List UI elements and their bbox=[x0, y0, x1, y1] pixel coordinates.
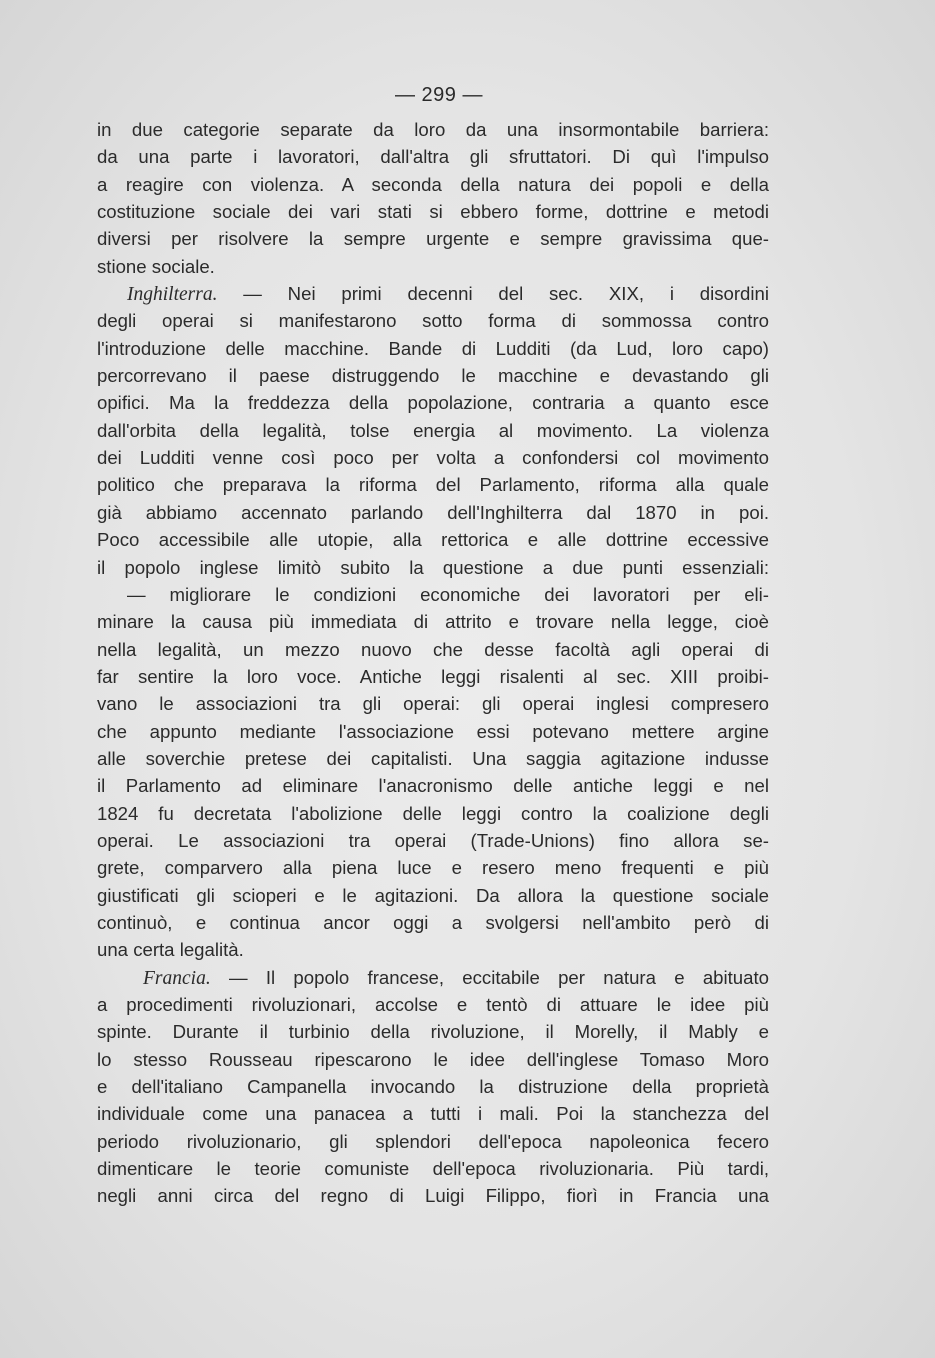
text-line: Poco accessibile alle utopie, alla rettorica e alle dottrine eccessive bbox=[97, 529, 769, 551]
section-start-england bbox=[97, 280, 769, 307]
text-line: percorrevano il paese distruggendo le macchine e devastando gli bbox=[97, 365, 769, 387]
body-text bbox=[97, 116, 769, 1210]
text-line: negli anni circa del regno di Luigi Filippo, fiorì in Francia una bbox=[97, 1185, 769, 1207]
text-line: e dell'italiano Campanella invocando la distruzione della proprietà bbox=[97, 1076, 769, 1098]
text-line: diversi per risolvere la sempre urgente e sempre gravissima que- bbox=[97, 228, 769, 250]
text-line: operai. Le associazioni tra operai (Trade-Unions) fino allora se- bbox=[97, 829, 769, 851]
section-heading-france: Francia. bbox=[143, 967, 211, 989]
text-line: grete, comparvero alla piena luce e resero meno frequenti e più bbox=[97, 857, 769, 879]
section-heading-england: Inghilterra. bbox=[127, 284, 218, 306]
text-line: che appunto mediante l'associazione essi potevano mettere argine bbox=[97, 720, 769, 742]
text-line: da una parte i lavoratori, dall'altra gli sfruttatori. Di quì l'impulso bbox=[97, 146, 769, 168]
text-line: dimenticare le teorie comuniste dell'epoca rivoluzionaria. Più tardi, bbox=[97, 1158, 769, 1180]
text-line: lo stesso Rousseau ripescarono le idee dell'inglese Tomaso Moro bbox=[97, 1048, 769, 1070]
text-line: dei Ludditi venne così poco per volta a confondersi col movimento bbox=[97, 447, 769, 469]
text-line: a procedimenti rivoluzionari, accolse e tentò di attuare le idee più bbox=[97, 994, 769, 1015]
text-line: il Parlamento ad eliminare l'anacronismo delle antiche leggi e nel bbox=[97, 775, 769, 797]
text-line: a reagire con violenza. A seconda della natura dei popoli e della bbox=[97, 173, 769, 195]
england-first-line: — Nei primi decenni del sec. XIX, i disordini bbox=[243, 283, 769, 305]
text-line: politico che preparava la riforma del Parlamento, riforma alla quale bbox=[97, 474, 769, 496]
text-line: una certa legalità. bbox=[97, 939, 244, 961]
section-start-france bbox=[97, 964, 769, 991]
france-first-line: — Il popolo francese, eccitabile per natura e abituato bbox=[228, 966, 769, 988]
text-line: alle soverchie pretese dei capitalisti. Una saggia agitazione indusse bbox=[97, 747, 769, 769]
text-line: costituzione sociale dei vari stati si ebbero forme, dottrine e metodi bbox=[97, 201, 769, 223]
text-line: minare la causa più immediata di attrito e trovare nella legge, cioè bbox=[97, 611, 769, 633]
text-line: vano le associazioni tra gli operai: gli operai inglesi compresero bbox=[97, 693, 769, 715]
text-line: individuale come una panacea a tutti i mali. Poi la stanchezza del bbox=[97, 1103, 769, 1125]
page-number: — 299 — bbox=[395, 84, 483, 106]
text-line: degli operai si manifestarono sotto forma di sommossa contro bbox=[97, 310, 769, 332]
text-line: continuò, e continua ancor oggi a svolgersi nell'ambito però di bbox=[97, 911, 769, 933]
text-line: giustificati gli scioperi e le agitazioni. Da allora la questione sociale bbox=[97, 884, 769, 906]
text-line: — migliorare le condizioni economiche dei lavoratori per eli- bbox=[127, 583, 769, 605]
text-line: periodo rivoluzionario, gli splendori dell'epoca napoleonica fecero bbox=[97, 1130, 769, 1152]
text-line: l'introduzione delle macchine. Bande di Ludditi (da Lud, loro capo) bbox=[97, 337, 769, 359]
text-line: già abbiamo accennato parlando dell'Inghilterra dal 1870 in poi. bbox=[97, 501, 769, 523]
text-line: opifici. Ma la freddezza della popolazione, contraria a quanto esce bbox=[97, 392, 769, 414]
text-line: spinte. Durante il turbinio della rivoluzione, il Morelly, il Mably e bbox=[97, 1021, 769, 1043]
text-line: 1824 fu decretata l'abolizione delle leggi contro la coalizione degli bbox=[97, 802, 769, 824]
text-line: far sentire la loro voce. Antiche leggi risalenti al sec. XIII proibi- bbox=[97, 665, 769, 687]
text-line: in due categorie separate da loro da una insormontabile barriera: bbox=[97, 119, 769, 140]
text-line: dall'orbita della legalità, tolse energia al movimento. La violenza bbox=[97, 419, 769, 441]
text-line: stione sociale. bbox=[97, 255, 215, 277]
text-line: nella legalità, un mezzo nuovo che desse facoltà agli operai di bbox=[97, 638, 769, 660]
text-line: il popolo inglese limitò subito la questione a due punti essenziali: bbox=[97, 556, 769, 578]
